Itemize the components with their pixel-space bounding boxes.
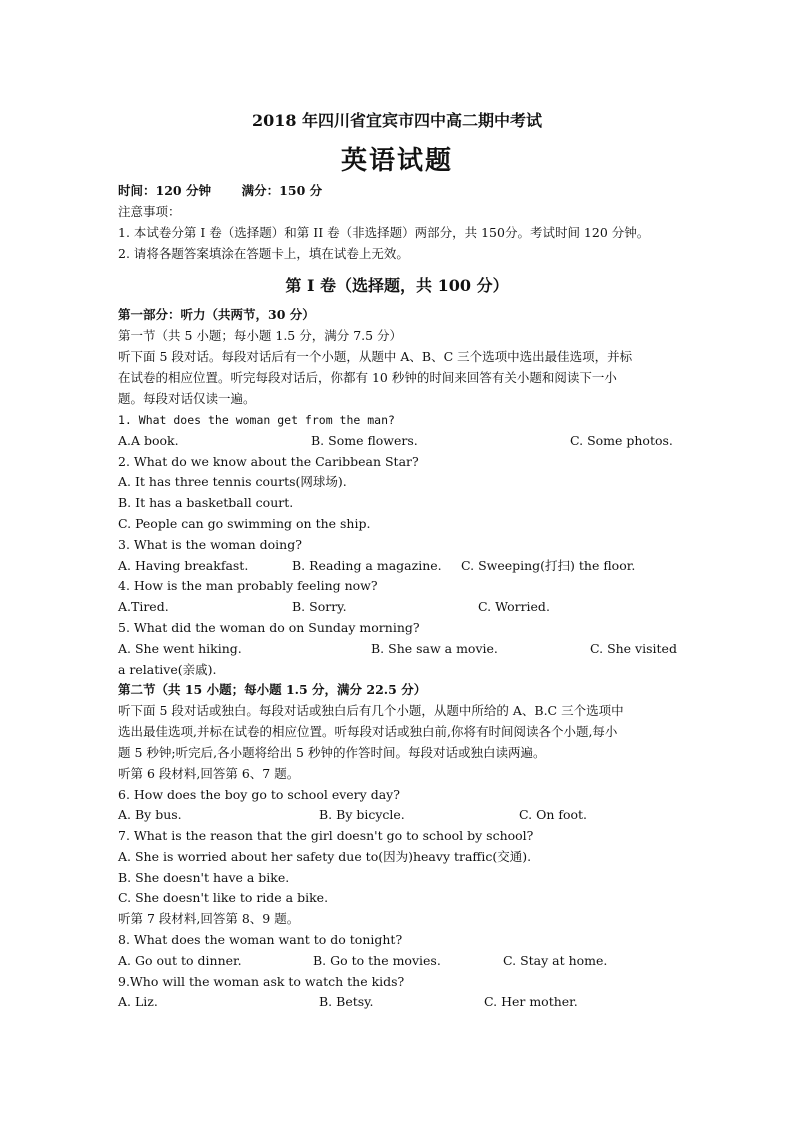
q6-option-c: C. On foot. <box>519 807 588 822</box>
q8-option-c: C. Stay at home. <box>503 953 608 968</box>
section2-instructions-3: 题 5 秒钟;听完后,各小题将给出 5 秒钟的作答时间。每段对话或独白读两遍。 <box>118 745 546 760</box>
section1-instructions-2: 在试卷的相应位置。听完每段对话后，你都有 10 秒钟的时间来回答有关小题和阅读下一小 <box>118 370 617 385</box>
question-4: 4. How is the man probably feeling now? <box>118 578 378 593</box>
q3-option-a: A. Having breakfast. <box>118 558 249 573</box>
q8-option-b: B. Go to the movies. <box>313 953 441 968</box>
q5-option-c-cont: a relative(亲戚). <box>118 662 217 677</box>
question-7: 7. What is the reason that the girl doesn't go to school by school? <box>118 828 534 843</box>
question-1: 1. What does the woman get from the man? <box>118 413 395 427</box>
q4-option-c: C. Worried. <box>478 599 550 614</box>
q1-option-c: C. Some photos. <box>570 433 673 448</box>
q9-option-c: C. Her mother. <box>484 994 578 1009</box>
material-7-instruction: 听第 7 段材料,回答第 8、9 题。 <box>118 911 300 926</box>
section1-instructions-3: 题。每段对话仅读一遍。 <box>118 391 256 406</box>
notes-heading: 注意事项： <box>118 204 181 219</box>
q9-option-a: A. Liz. <box>118 994 158 1009</box>
q3-option-c: C. Sweeping(打扫) the floor. <box>461 558 636 573</box>
question-9: 9.Who will the woman ask to watch the kids? <box>118 974 405 989</box>
q7-option-c: C. She doesn't like to ride a bike. <box>118 890 329 905</box>
q2-option-c: C. People can go swimming on the ship. <box>118 516 371 531</box>
section1-instructions-1: 听下面 5 段对话。每段对话后有一个小题，从题中 A、B、C 三个选项中选出最佳选项，并标 <box>118 349 633 364</box>
time-limit: 时间：120 分钟 <box>118 183 211 198</box>
q4-option-b: B. Sorry. <box>292 599 347 614</box>
question-5: 5. What did the woman do on Sunday morning? <box>118 620 420 635</box>
section2-heading: 第二节（共 15 小题；每小题 1.5 分，满分 22.5 分） <box>118 682 427 697</box>
q1-option-b: B. Some flowers. <box>311 433 418 448</box>
full-score: 满分：150 分 <box>241 183 323 198</box>
section1-heading: 第一节（共 5 小题；每小题 1.5 分，满分 7.5 分） <box>118 328 403 343</box>
q2-option-a: A. It has three tennis courts(网球场). <box>118 474 347 489</box>
q9-option-b: B. Betsy. <box>319 994 374 1009</box>
q1-option-a: A.A book. <box>118 433 179 448</box>
q3-option-b: B. Reading a magazine. <box>292 558 442 573</box>
q2-option-b: B. It has a basketball court. <box>118 495 294 510</box>
material-6-instruction: 听第 6 段材料,回答第 6、7 题。 <box>118 766 300 781</box>
q4-option-a: A.Tired. <box>118 599 169 614</box>
time-score-line <box>118 183 322 199</box>
q7-option-b: B. She doesn't have a bike. <box>118 870 290 885</box>
part1-heading: 第一部分：听力（共两节，30 分） <box>118 307 315 322</box>
question-3: 3. What is the woman doing? <box>118 537 302 552</box>
q5-option-a: A. She went hiking. <box>118 641 242 656</box>
q5-option-c: C. She visited <box>590 641 677 656</box>
section2-instructions-1: 听下面 5 段对话或独白。每段对话或独白后有几个小题，从题中所给的 A、B.C 三个选项中 <box>118 703 624 718</box>
section2-instructions-2: 选出最佳选项,并标在试卷的相应位置。听每段对话或独白前,你将有时间阅读各个小题,每小 <box>118 724 618 739</box>
question-6: 6. How does the boy go to school every day? <box>118 787 400 802</box>
q7-option-a: A. She is worried about her safety due to(因为)heavy traffic(交通). <box>118 849 532 864</box>
q8-option-a: A. Go out to dinner. <box>118 953 242 968</box>
question-2: 2. What do we know about the Caribbean Star? <box>118 454 419 469</box>
note-2: 2. 请将各题答案填涂在答题卡上，填在试卷上无效。 <box>118 246 409 261</box>
question-8: 8. What does the woman want to do tonight? <box>118 932 403 947</box>
volume1-title: 第 I 卷（选择题，共 100 分） <box>285 276 509 295</box>
note-1: 1. 本试卷分第 I 卷（选择题）和第 II 卷（非选择题）两部分，共 150分。考试时间 120 分钟。 <box>118 225 650 240</box>
q6-option-a: A. By bus. <box>118 807 182 822</box>
q6-option-b: B. By bicycle. <box>319 807 405 822</box>
q5-option-b: B. She saw a movie. <box>371 641 498 656</box>
subject-title: 英语试题 <box>340 146 453 176</box>
exam-title: 2018 年四川省宜宾市四中高二期中考试 <box>251 111 543 130</box>
